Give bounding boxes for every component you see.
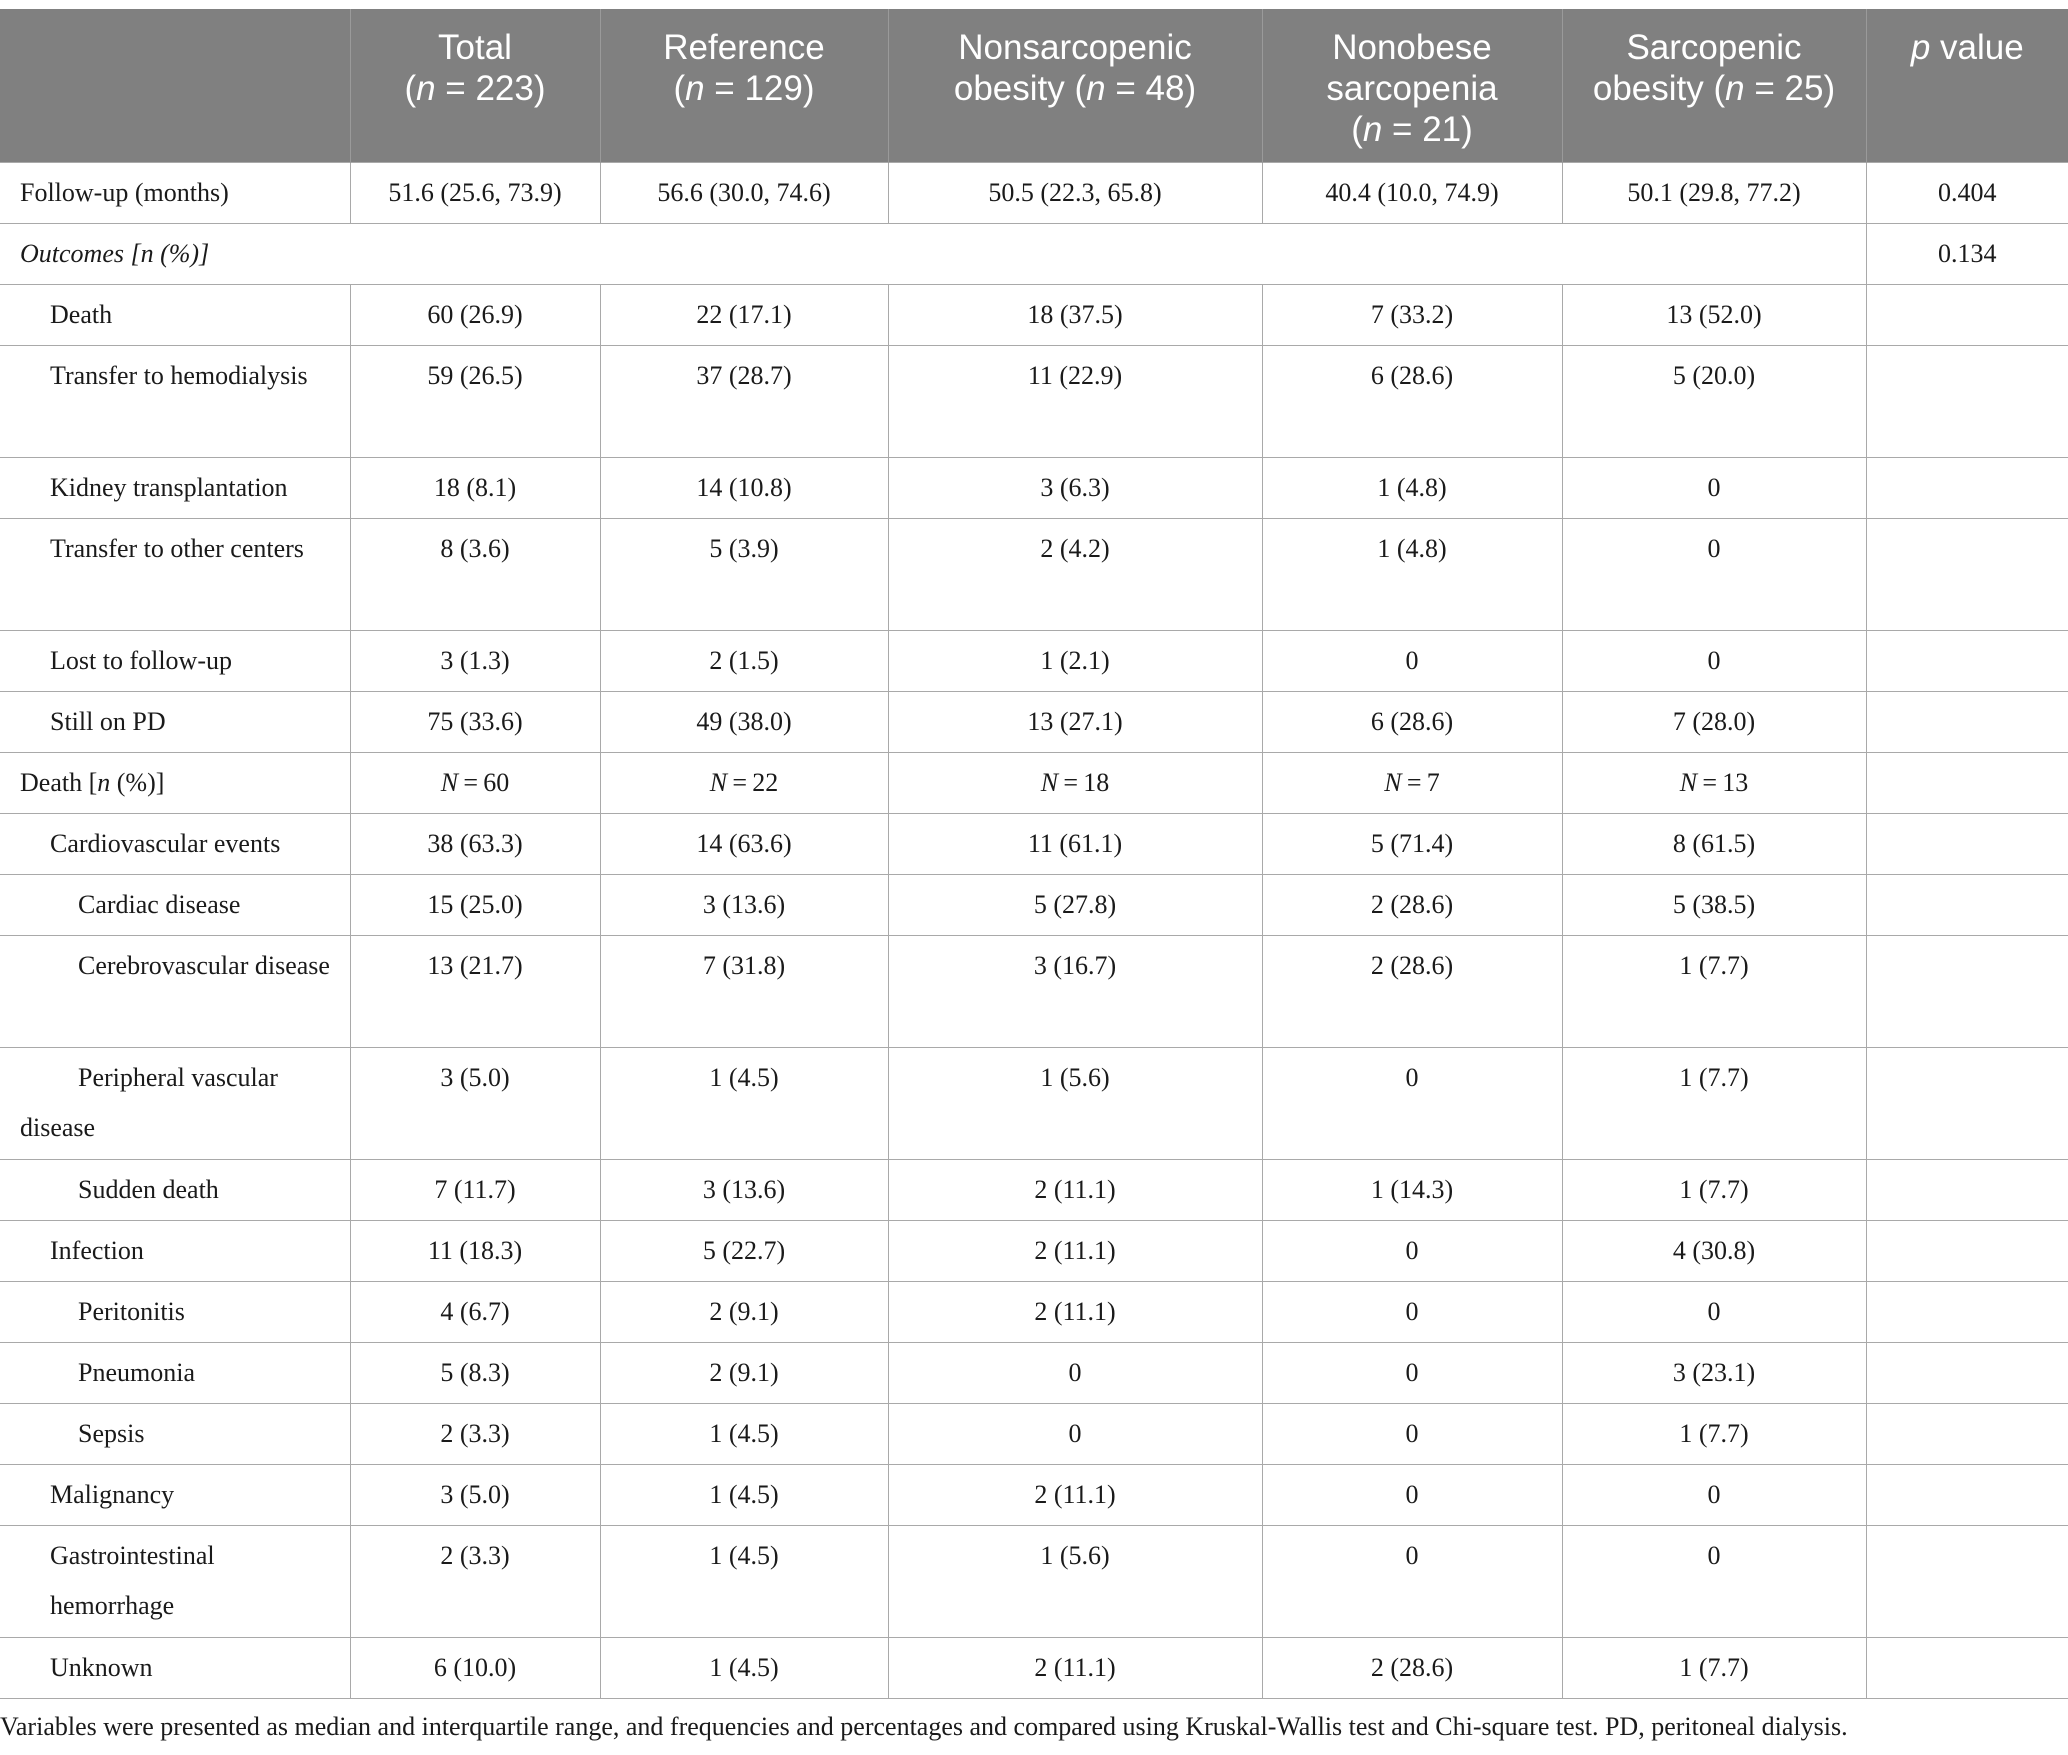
table-cell: 2 (11.1) — [888, 1637, 1262, 1698]
table-cell: 0 — [888, 1342, 1262, 1403]
table-cell: 0 — [888, 1403, 1262, 1464]
table-cell: 2 (28.6) — [1262, 1637, 1562, 1698]
row-label — [0, 1637, 350, 1698]
table-cell: 18 (8.1) — [350, 457, 600, 518]
table-cell: 59 (26.5) — [350, 345, 600, 457]
table-cell: 37 (28.7) — [600, 345, 888, 457]
table-row — [0, 1637, 2068, 1698]
table-cell: 1 (14.3) — [1262, 1159, 1562, 1220]
table-cell: 0 — [1562, 518, 1866, 630]
table-cell: 3 (6.3) — [888, 457, 1262, 518]
table-cell — [1866, 1342, 2068, 1403]
table-cell: 1 (7.7) — [1562, 935, 1866, 1047]
row-label — [0, 691, 350, 752]
table-cell: N = 18 — [888, 752, 1262, 813]
header-line: (n = 223) — [404, 69, 546, 108]
row-label-text: Cardiac disease — [78, 889, 241, 919]
row-label — [0, 1525, 350, 1637]
table-cell: 1 (4.5) — [600, 1403, 888, 1464]
row-label-text: Death — [50, 299, 113, 329]
table-cell: 56.6 (30.0, 74.6) — [600, 162, 888, 223]
table-row — [0, 1159, 2068, 1220]
table-cell: 75 (33.6) — [350, 691, 600, 752]
header-p-value — [1866, 9, 2068, 162]
row-label-text: Cardiovascular events — [50, 828, 281, 858]
table-cell: 0.134 — [1866, 223, 2068, 284]
table-cell: N = 13 — [1562, 752, 1866, 813]
table-cell: 1 (4.8) — [1262, 457, 1562, 518]
table-cell — [1866, 1403, 2068, 1464]
table-cell: 11 (22.9) — [888, 345, 1262, 457]
table-cell: 4 (30.8) — [1562, 1220, 1866, 1281]
table-row — [0, 691, 2068, 752]
row-label-text: Pneumonia — [78, 1357, 195, 1387]
header-line: obesity (n = 48) — [953, 69, 1197, 108]
table-cell: 3 (13.6) — [600, 1159, 888, 1220]
table-cell: 0 — [1262, 1047, 1562, 1159]
table-cell: 2 (3.3) — [350, 1525, 600, 1637]
table-cell: 3 (5.0) — [350, 1047, 600, 1159]
table-cell: 1 (4.5) — [600, 1464, 888, 1525]
row-label — [0, 813, 350, 874]
table-cell: 11 (18.3) — [350, 1220, 600, 1281]
table-cell: 3 (1.3) — [350, 630, 600, 691]
table-cell: 8 (3.6) — [350, 518, 600, 630]
table-cell: 0 — [1262, 630, 1562, 691]
table-cell: N = 7 — [1262, 752, 1562, 813]
header-blank — [0, 9, 350, 162]
table-cell: 18 (37.5) — [888, 284, 1262, 345]
table-cell: 0.404 — [1866, 162, 2068, 223]
table-cell: 7 (33.2) — [1262, 284, 1562, 345]
table-row — [0, 874, 2068, 935]
table-cell: 60 (26.9) — [350, 284, 600, 345]
row-label-text: Death [n (%)] — [20, 767, 165, 797]
row-label — [0, 518, 350, 630]
table-cell: 38 (63.3) — [350, 813, 600, 874]
row-label — [0, 1464, 350, 1525]
table-cell: N = 60 — [350, 752, 600, 813]
table-row — [0, 813, 2068, 874]
table-footnote: Variables were presented as median and interquartile range, and frequencies and percentages and compared using Kruskal-Wallis test and Chi-square test. PD, peritoneal dialysis. — [0, 1712, 1848, 1741]
table-cell — [1866, 1525, 2068, 1637]
row-label-text: Sepsis — [78, 1418, 145, 1448]
table-cell — [1866, 1281, 2068, 1342]
row-label-text: Sudden death — [78, 1174, 219, 1204]
row-label — [0, 935, 350, 1047]
row-label — [0, 284, 350, 345]
row-label — [0, 1047, 350, 1159]
row-label-text: Peritonitis — [78, 1296, 185, 1326]
row-label-text: Cerebrovascular disease — [78, 950, 330, 980]
header-sarcopenic-obesity — [1562, 9, 1866, 162]
table-cell: 2 (11.1) — [888, 1281, 1262, 1342]
table-cell: 3 (5.0) — [350, 1464, 600, 1525]
header-line: Sarcopenic — [1626, 28, 1802, 67]
header-nonsarcopenic-obesity — [888, 9, 1262, 162]
table-cell: 2 (4.2) — [888, 518, 1262, 630]
table-cell: 0 — [1262, 1342, 1562, 1403]
table-body — [0, 162, 2068, 1698]
table-container — [0, 9, 2068, 1699]
table-cell: 1 (4.5) — [600, 1047, 888, 1159]
row-label — [0, 1159, 350, 1220]
table-cell: 1 (2.1) — [888, 630, 1262, 691]
table-cell: 1 (7.7) — [1562, 1637, 1866, 1698]
table-cell: 2 (28.6) — [1262, 874, 1562, 935]
table-row — [0, 752, 2068, 813]
header-line: p value — [1910, 28, 2024, 67]
table-row — [0, 284, 2068, 345]
header-line: obesity (n = 25) — [1592, 69, 1836, 108]
row-label — [0, 223, 1866, 284]
table-cell: 1 (5.6) — [888, 1525, 1262, 1637]
table-cell: 50.1 (29.8, 77.2) — [1562, 162, 1866, 223]
table-cell: 8 (61.5) — [1562, 813, 1866, 874]
table-cell: 1 (7.7) — [1562, 1159, 1866, 1220]
header-nonobese-sarcopenia — [1262, 9, 1562, 162]
table-row — [0, 1464, 2068, 1525]
table-cell — [1866, 345, 2068, 457]
row-label — [0, 1281, 350, 1342]
row-label — [0, 457, 350, 518]
table-cell: 7 (28.0) — [1562, 691, 1866, 752]
outcomes-table — [0, 9, 2068, 1699]
row-label-text: Transfer to other centers — [50, 533, 304, 563]
table-cell: 0 — [1262, 1281, 1562, 1342]
row-label — [0, 1342, 350, 1403]
row-label-text: Transfer to hemodialysis — [50, 360, 308, 390]
table-cell: 1 (7.7) — [1562, 1403, 1866, 1464]
table-cell: 2 (9.1) — [600, 1342, 888, 1403]
header-line: (n = 21) — [1351, 110, 1473, 149]
header-reference — [600, 9, 888, 162]
row-label — [0, 1220, 350, 1281]
row-label — [0, 1403, 350, 1464]
row-label — [0, 630, 350, 691]
table-cell — [1866, 874, 2068, 935]
table-cell: 0 — [1562, 630, 1866, 691]
table-cell: 3 (23.1) — [1562, 1342, 1866, 1403]
table-cell: 1 (4.5) — [600, 1525, 888, 1637]
table-cell: 6 (10.0) — [350, 1637, 600, 1698]
table-cell — [1866, 1047, 2068, 1159]
table-cell: 5 (27.8) — [888, 874, 1262, 935]
table-row — [0, 223, 2068, 284]
table-cell — [1866, 752, 2068, 813]
table-cell: 5 (22.7) — [600, 1220, 888, 1281]
table-cell: 1 (7.7) — [1562, 1047, 1866, 1159]
row-label-text: Gastrointestinal hemorrhage — [50, 1540, 215, 1620]
header-line: Nonsarcopenic — [958, 28, 1192, 67]
table-cell: 15 (25.0) — [350, 874, 600, 935]
table-cell: 11 (61.1) — [888, 813, 1262, 874]
table-header — [0, 9, 2068, 162]
header-row — [0, 9, 2068, 162]
row-label — [0, 345, 350, 457]
table-cell — [1866, 630, 2068, 691]
table-cell: 0 — [1262, 1403, 1562, 1464]
table-cell: 2 (11.1) — [888, 1220, 1262, 1281]
row-label-text: Lost to follow-up — [50, 645, 232, 675]
table-cell: 5 (71.4) — [1262, 813, 1562, 874]
table-cell — [1866, 935, 2068, 1047]
table-row — [0, 1281, 2068, 1342]
table-cell — [1866, 1159, 2068, 1220]
table-cell: 50.5 (22.3, 65.8) — [888, 162, 1262, 223]
header-line: (n = 129) — [673, 69, 815, 108]
table-row — [0, 935, 2068, 1047]
table-cell: 0 — [1562, 457, 1866, 518]
table-cell: 1 (4.8) — [1262, 518, 1562, 630]
row-label-text: Peripheral vascular disease — [20, 1062, 278, 1142]
table-cell: 1 (4.5) — [600, 1637, 888, 1698]
table-cell: 5 (3.9) — [600, 518, 888, 630]
table-cell: 2 (11.1) — [888, 1159, 1262, 1220]
table-row — [0, 1220, 2068, 1281]
row-label — [0, 874, 350, 935]
table-cell: 2 (3.3) — [350, 1403, 600, 1464]
table-cell — [1866, 1464, 2068, 1525]
header-total — [350, 9, 600, 162]
table-cell: 3 (13.6) — [600, 874, 888, 935]
header-line: sarcopenia — [1326, 69, 1498, 108]
table-cell: 0 — [1262, 1464, 1562, 1525]
header-line: Nonobese — [1332, 28, 1492, 67]
row-label-text: Still on PD — [50, 706, 166, 736]
table-cell — [1866, 518, 2068, 630]
table-cell: 13 (27.1) — [888, 691, 1262, 752]
table-cell: 7 (11.7) — [350, 1159, 600, 1220]
header-line: Reference — [663, 28, 825, 67]
row-label-text: Infection — [50, 1235, 144, 1265]
table-cell: 51.6 (25.6, 73.9) — [350, 162, 600, 223]
row-label-text: Outcomes [n (%)] — [20, 238, 210, 268]
table-cell — [1866, 1220, 2068, 1281]
table-cell: 2 (1.5) — [600, 630, 888, 691]
table-row — [0, 518, 2068, 630]
table-cell: 22 (17.1) — [600, 284, 888, 345]
table-cell: 2 (28.6) — [1262, 935, 1562, 1047]
table-cell: 0 — [1562, 1464, 1866, 1525]
table-cell: 5 (20.0) — [1562, 345, 1866, 457]
table-cell — [1866, 1637, 2068, 1698]
table-row — [0, 457, 2068, 518]
table-row — [0, 1525, 2068, 1637]
table-cell: 5 (38.5) — [1562, 874, 1866, 935]
table-cell: 2 (11.1) — [888, 1464, 1262, 1525]
table-cell: 6 (28.6) — [1262, 691, 1562, 752]
row-label — [0, 162, 350, 223]
table-cell: 14 (63.6) — [600, 813, 888, 874]
table-cell: 0 — [1562, 1281, 1866, 1342]
table-cell: 2 (9.1) — [600, 1281, 888, 1342]
table-cell: 13 (21.7) — [350, 935, 600, 1047]
table-cell — [1866, 813, 2068, 874]
row-label-text: Malignancy — [50, 1479, 175, 1509]
table-row — [0, 162, 2068, 223]
table-row — [0, 1047, 2068, 1159]
table-cell: 49 (38.0) — [600, 691, 888, 752]
table-cell: 14 (10.8) — [600, 457, 888, 518]
table-cell: 5 (8.3) — [350, 1342, 600, 1403]
table-cell: 13 (52.0) — [1562, 284, 1866, 345]
table-cell: 7 (31.8) — [600, 935, 888, 1047]
table-cell: N = 22 — [600, 752, 888, 813]
row-label-text: Kidney transplantation — [50, 472, 288, 502]
table-row — [0, 630, 2068, 691]
row-label-text: Follow-up (months) — [20, 177, 229, 207]
row-label — [0, 752, 350, 813]
table-cell: 4 (6.7) — [350, 1281, 600, 1342]
table-cell: 3 (16.7) — [888, 935, 1262, 1047]
table-row — [0, 345, 2068, 457]
table-cell: 6 (28.6) — [1262, 345, 1562, 457]
table-cell — [1866, 284, 2068, 345]
table-cell: 0 — [1262, 1525, 1562, 1637]
table-cell — [1866, 691, 2068, 752]
header-line: Total — [438, 28, 512, 67]
table-row — [0, 1342, 2068, 1403]
table-cell: 40.4 (10.0, 74.9) — [1262, 162, 1562, 223]
table-row — [0, 1403, 2068, 1464]
table-cell — [1866, 457, 2068, 518]
row-label-text: Unknown — [50, 1652, 153, 1682]
table-cell: 0 — [1262, 1220, 1562, 1281]
table-cell: 1 (5.6) — [888, 1047, 1262, 1159]
table-cell: 0 — [1562, 1525, 1866, 1637]
